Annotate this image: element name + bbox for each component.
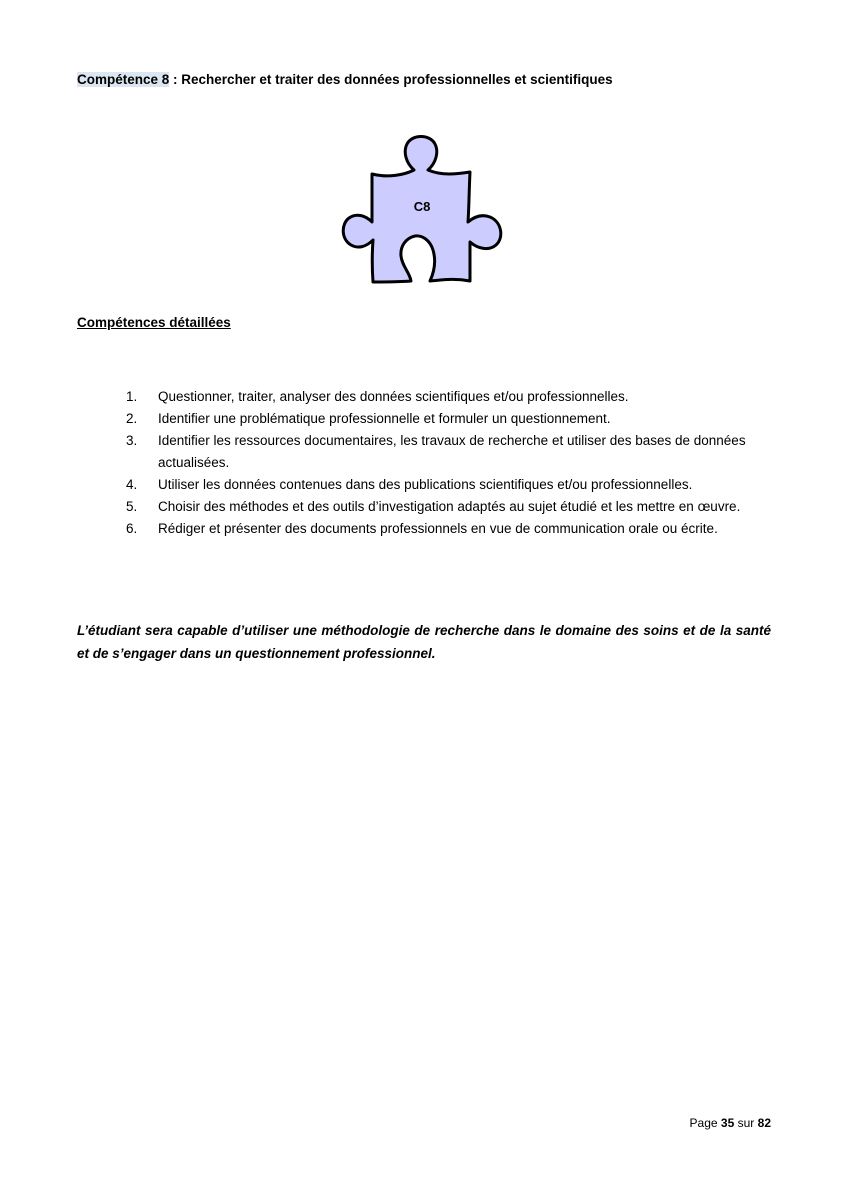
list-item-number: 6.	[126, 521, 138, 536]
list-item-text: Identifier une problématique professionnelle et formuler un questionnement.	[158, 411, 611, 426]
puzzle-label: C8	[413, 199, 431, 214]
learning-outcome-statement: L’étudiant sera capable d’utiliser une méthodologie de recherche dans le domaine des soins et de la santé et de s’engager dans un questionnement professionnel.	[77, 623, 771, 661]
list-item-number: 4.	[126, 477, 138, 492]
list-item-number: 1.	[126, 389, 138, 404]
total-pages-number: 82	[757, 1116, 771, 1130]
list-item	[126, 496, 786, 518]
competence-label: Compétence 8	[77, 72, 170, 87]
competence-title: Rechercher et traiter des données professionnelles et scientifiques	[181, 72, 613, 87]
list-item	[126, 408, 786, 430]
list-item	[126, 430, 786, 474]
page-word: Page	[689, 1116, 718, 1130]
list-item-text: Rédiger et présenter des documents professionnels en vue de communication orale ou écrite.	[158, 521, 718, 536]
heading-separator: :	[169, 72, 182, 87]
list-item	[126, 386, 786, 408]
list-item-text: Utiliser les données contenues dans des publications scientifiques et/ou professionnelles.	[158, 477, 693, 492]
list-item-text: Identifier les ressources documentaires, les travaux de recherche et utiliser des bases de données actualisées.	[158, 433, 746, 470]
list-item-text: Choisir des méthodes et des outils d’investigation adaptés au sujet étudié et les mettre en œuvre.	[158, 499, 741, 514]
competence-heading	[77, 72, 613, 87]
detailed-competences-list	[126, 386, 786, 540]
list-item-number: 2.	[126, 411, 138, 426]
of-word: sur	[737, 1116, 755, 1130]
detailed-competences-title: Compétences détaillées	[77, 315, 231, 330]
current-page-number: 35	[720, 1116, 735, 1130]
page-footer	[690, 1116, 771, 1130]
list-item-text: Questionner, traiter, analyser des données scientifiques et/ou professionnelles.	[158, 389, 629, 404]
list-item	[126, 474, 786, 496]
puzzle-piece-icon	[332, 130, 512, 290]
list-item-number: 3.	[126, 433, 138, 448]
list-item	[126, 518, 786, 540]
list-item-number: 5.	[126, 499, 138, 514]
